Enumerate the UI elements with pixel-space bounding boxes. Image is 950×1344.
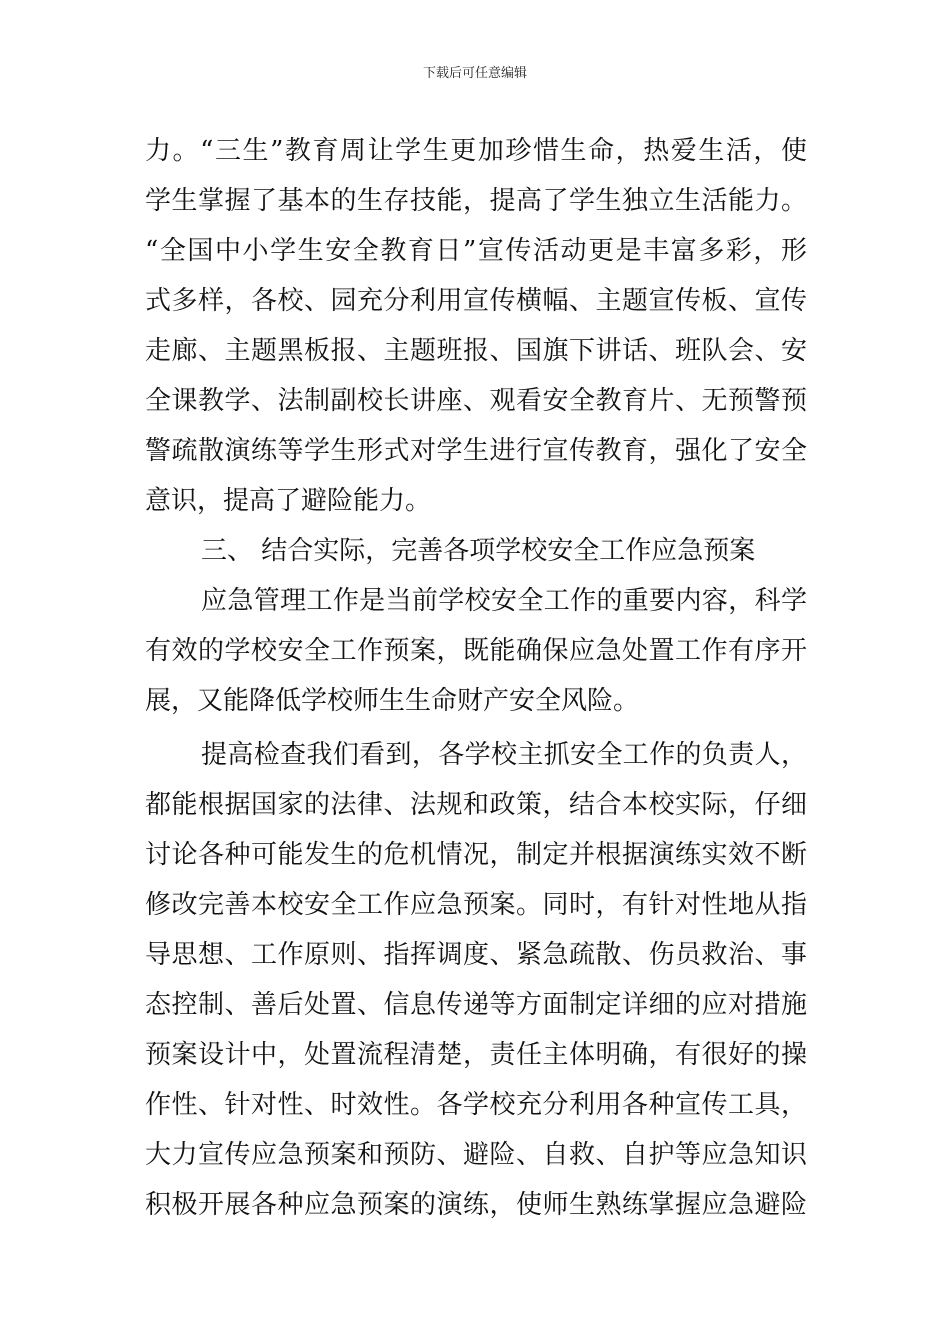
paragraph-line: 应急管理工作是当前学校安全工作的重要内容，科学 <box>201 586 807 616</box>
section-heading: 三、 结合实际，完善各项学校安全工作应急预案 <box>201 536 756 566</box>
paragraph-line: 走廊、主题黑板报、主题班报、国旗下讲话、班队会、安 <box>145 336 807 366</box>
paragraph-line: 都能根据国家的法律、法规和政策，结合本校实际，仔细 <box>145 790 807 820</box>
paragraph-line: 力。“三生”教育周让学生更加珍惜生命，热爱生活，使 <box>145 136 807 166</box>
paragraph-line: 预案设计中，处置流程清楚，责任主体明确，有很好的操 <box>145 1040 807 1070</box>
paragraph-line: 讨论各种可能发生的危机情况，制定并根据演练实效不断 <box>145 840 807 870</box>
paragraph-line: 全课教学、法制副校长讲座、观看安全教育片、无预警预 <box>145 386 807 416</box>
paragraph-line: 意识，提高了避险能力。 <box>145 486 432 516</box>
paragraph-line: 有效的学校安全工作预案，既能确保应急处置工作有序开 <box>145 636 807 666</box>
paragraph-line: “全国中小学生安全教育日”宣传活动更是丰富多彩，形 <box>145 236 807 266</box>
paragraph-line: 修改完善本校安全工作应急预案。同时，有针对性地从指 <box>145 890 807 920</box>
paragraph-line: 式多样，各校、园充分利用宣传横幅、主题宣传板、宣传 <box>145 286 807 316</box>
paragraph-line: 提高检查我们看到，各学校主抓安全工作的负责人， <box>201 740 807 770</box>
paragraph-line: 大力宣传应急预案和预防、避险、自救、自护等应急知识 <box>145 1140 807 1170</box>
page-header: 下载后可任意编辑 <box>422 66 527 81</box>
paragraph-line: 警疏散演练等学生形式对学生进行宣传教育，强化了安全 <box>145 436 807 466</box>
paragraph-line: 态控制、善后处置、信息传递等方面制定详细的应对措施 <box>145 990 807 1020</box>
paragraph-line: 作性、针对性、时效性。各学校充分利用各种宣传工具， <box>145 1090 807 1120</box>
paragraph-line: 积极开展各种应急预案的演练，使师生熟练掌握应急避险 <box>145 1190 807 1220</box>
paragraph-line: 导思想、工作原则、指挥调度、紧急疏散、伤员救治、事 <box>145 940 807 970</box>
paragraph-line: 展，又能降低学校师生生命财产安全风险。 <box>145 686 640 716</box>
paragraph-line: 学生掌握了基本的生存技能，提高了学生独立生活能力。 <box>145 186 807 216</box>
